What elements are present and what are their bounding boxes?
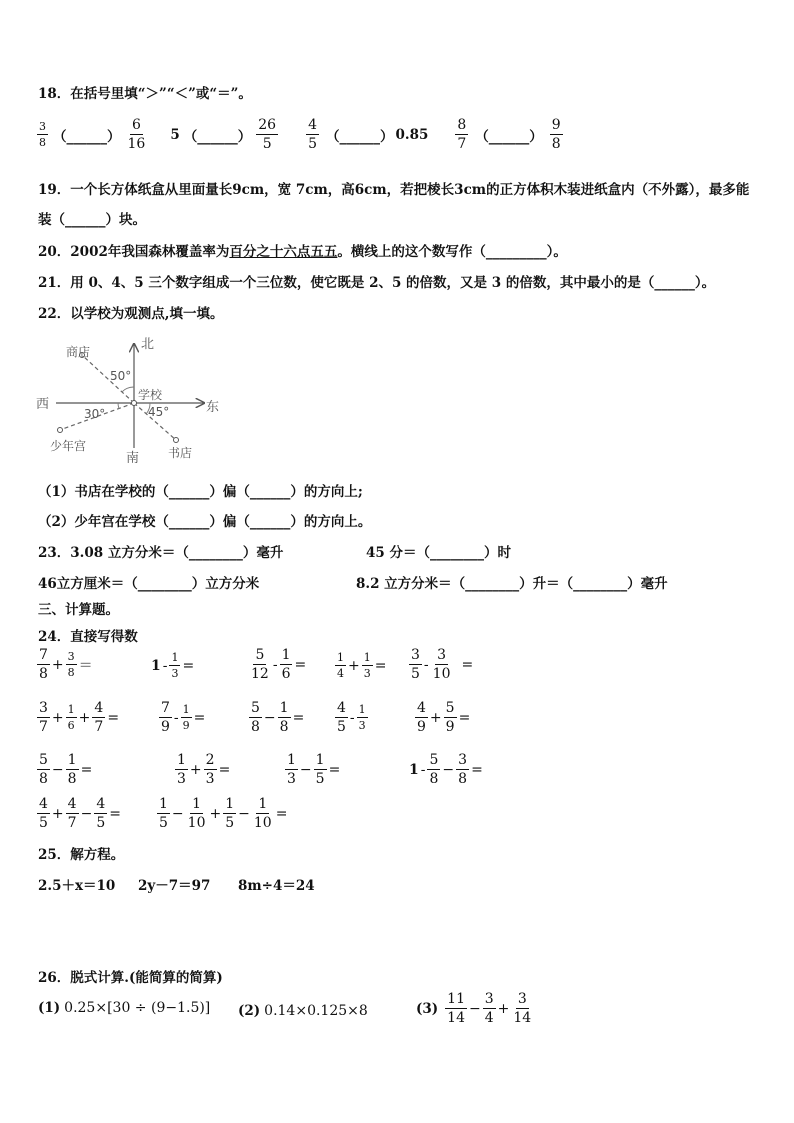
fraction: $\frac{3}{8}$ <box>39 120 46 149</box>
south-label: 南 <box>126 451 140 466</box>
youth-palace-label: 少年宫 <box>50 439 87 453</box>
arc-shop <box>122 387 134 392</box>
answer-blank[interactable]: （______） <box>53 128 121 145</box>
calc-item: 1 - $\frac{5}{8}$ − $\frac{3}{8}$ = <box>409 752 483 787</box>
west-label: 西 <box>36 397 50 412</box>
equation-2: 2y－7＝97 <box>138 878 211 894</box>
calc-item: $\frac{7}{9}$ - $\frac{1}{9}$ = <box>161 700 206 735</box>
q19-line2: 装（______）块。 <box>38 212 146 228</box>
school-label: 学校 <box>138 388 163 402</box>
answer-blank[interactable]: （______） <box>183 128 252 145</box>
q23-d: 8.2 立方分米＝（________）升＝（________）毫升 <box>356 576 668 592</box>
shop-label: 商店 <box>66 345 91 359</box>
calc-item: $\frac{1}{3}$ + $\frac{2}{3}$ = <box>177 752 231 787</box>
calc-item: $\frac{7}{8}$ + $\frac{3}{8}$ ＝ <box>39 647 93 682</box>
q24-title: 24．直接写得数 <box>38 629 138 645</box>
calc-item: $\frac{5}{12}$ - $\frac{1}{6}$ = <box>251 647 307 682</box>
calc-item: $\frac{1}{3}$ − $\frac{1}{5}$ = <box>287 752 341 787</box>
school-point <box>132 401 137 406</box>
q19-line1: 19．一个长方体纸盒从里面量长9cm，宽 7cm，高6cm，若把棱长3cm的正方体积木装进纸盒内（不外露），最多能 <box>38 182 750 198</box>
expression-1: (1) 0.25×[30 ÷ (9−1.5)] <box>38 1000 211 1016</box>
q26-title: 26．脱式计算.(能简算的简算) <box>38 970 223 986</box>
expression-3: (3) $\frac{11}{14}$ − $\frac{3}{4}$ + $\frac{3}{14}$ <box>416 991 532 1026</box>
calc-item: $\frac{5}{8}$ − $\frac{1}{8}$ = <box>39 752 93 787</box>
fraction: $\frac{8}{7}$ <box>457 117 467 152</box>
youth-palace-point <box>58 428 63 433</box>
angle-youth-label: 30° <box>84 407 106 421</box>
north-label: 北 <box>141 337 155 352</box>
answer-blank[interactable]: （______） <box>325 128 394 145</box>
fraction: $\frac{6}{16}$ <box>127 117 146 152</box>
calc-item: $\frac{5}{8}$ − $\frac{1}{8}$ = <box>251 700 305 735</box>
bookstore-label: 书店 <box>168 446 193 460</box>
q18-row <box>36 118 564 151</box>
east-label: 东 <box>206 400 220 415</box>
q23-a: 23．3.08 立方分米＝（________）毫升 <box>38 545 284 561</box>
decimal: 0.85 <box>395 126 429 143</box>
q21: 21．用 0、4、5 三个数字组成一个三位数，使它既是 2、5 的倍数，又是 3 的倍数，其中最小的是（______）。 <box>38 275 716 291</box>
q23-b: 45 分＝（________）时 <box>366 545 511 561</box>
angle-book-label: 45° <box>148 405 170 419</box>
calc-item: $\frac{4}{5}$ - $\frac{1}{3}$ <box>337 700 366 735</box>
direction-diagram <box>34 330 234 468</box>
calc-item: $\frac{3}{5}$ - $\frac{3}{10}$ = <box>411 647 474 682</box>
q23-c: 46立方厘米＝（________）立方分米 <box>38 576 260 592</box>
q22-sub2: （2）少年宫在学校（______）偏（______）的方向上。 <box>38 514 372 530</box>
answer-blank[interactable]: （______） <box>475 128 543 145</box>
section-title: 三、计算题。 <box>38 602 119 618</box>
arc-youth <box>118 403 119 409</box>
calc-item: 1 - $\frac{1}{3}$ = <box>151 651 195 680</box>
calc-item: $\frac{4}{9}$ + $\frac{5}{9}$ = <box>417 700 471 735</box>
q18-title: 18．在括号里填“＞”“＜”或“＝”。 <box>38 86 252 102</box>
q25-title: 25．解方程。 <box>38 847 125 863</box>
calc-item: $\frac{1}{4}$ + $\frac{1}{3}$ = <box>337 651 387 680</box>
fraction: $\frac{9}{8}$ <box>551 117 561 152</box>
calc-item: $\frac{4}{5}$ + $\frac{4}{7}$ − $\frac{4}{5}$ = <box>39 796 121 831</box>
equation-3: 8m÷4＝24 <box>238 878 315 894</box>
bookstore-point <box>174 438 179 443</box>
equation-1: 2.5＋x＝10 <box>38 878 116 894</box>
q20: 20．2002年我国森林覆盖率为百分之十六点五五。横线上的这个数写作（_________）。 <box>38 244 567 260</box>
calc-item: $\frac{1}{5}$ − $\frac{1}{10}$ + $\frac{1}{5}$ − $\frac{1}{10}$ = <box>159 796 288 831</box>
q22-sub1: （1）书店在学校的（______）偏（______）的方向上; <box>38 484 363 500</box>
expression-2: (2) 0.14×0.125×8 <box>238 1003 368 1019</box>
fraction: $\frac{4}{5}$ <box>308 117 317 152</box>
underlined-number-words: 百分之十六点五五 <box>229 244 338 260</box>
whole-number: 5 <box>170 126 180 143</box>
angle-shop-label: 50° <box>110 369 132 383</box>
q22-title: 22．以学校为观测点,填一填。 <box>38 306 224 322</box>
fraction: $\frac{26}{5}$ <box>258 117 277 152</box>
calc-item: $\frac{3}{7}$ + $\frac{1}{6}$ + $\frac{4}{7}$ = <box>39 700 120 735</box>
